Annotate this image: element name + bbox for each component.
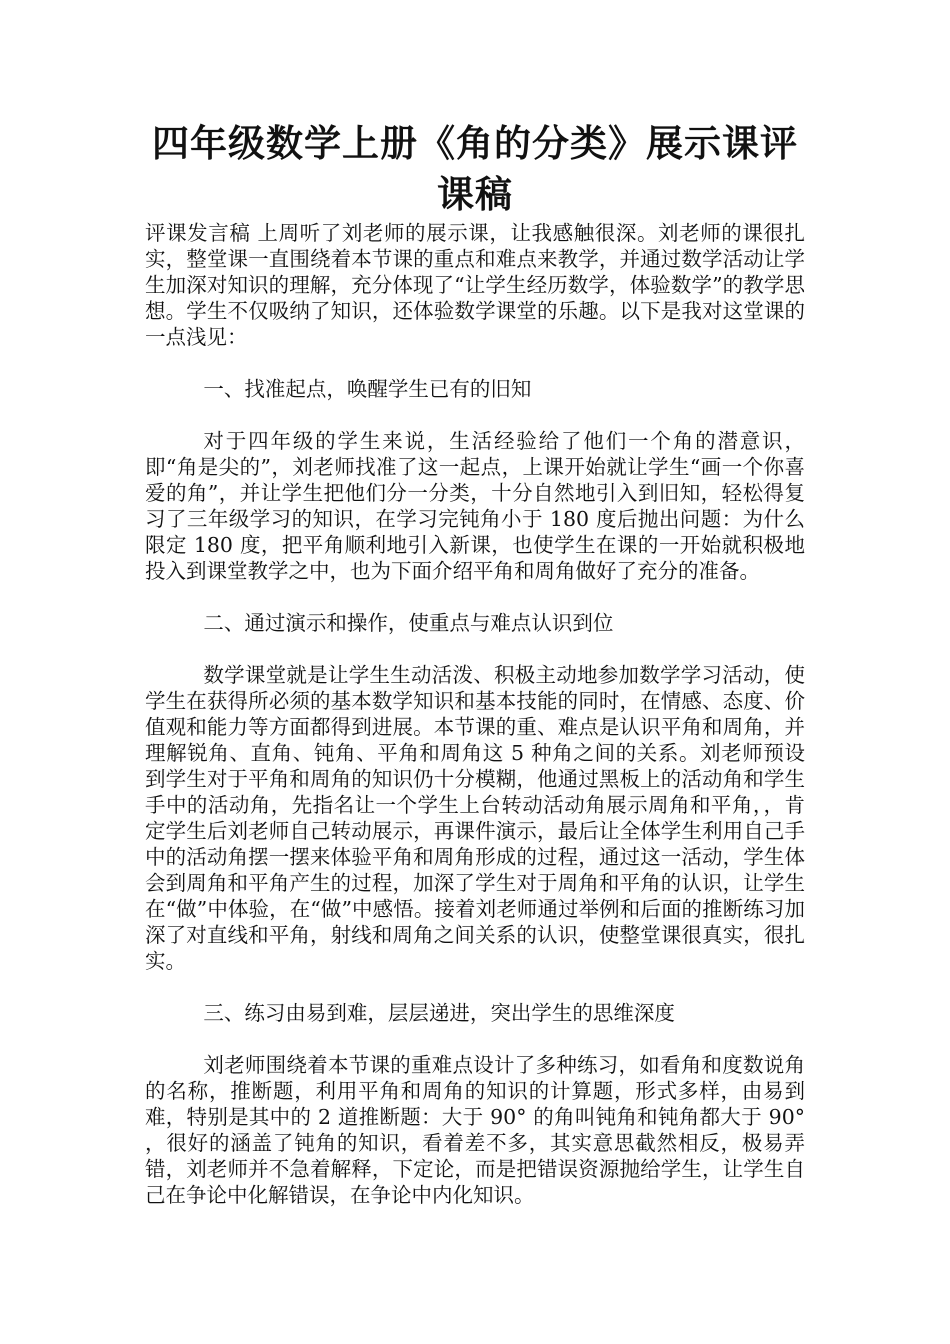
paragraph-spacer: [145, 974, 805, 1000]
intro-paragraph: 评课发言稿 上周听了刘老师的展示课，让我感触很深。刘老师的课很扎实，整堂课一直围绕着本节课的重点和难点来教学，并通过数学活动让学生加深对知识的理解，充分体现了“让学生经历数学，体验数学”的教学思想。学生不仅吸纳了知识，还体验数学课堂的乐趣。以下是我对这堂课的一点浅见：: [145, 221, 805, 349]
paragraph-spacer: [145, 350, 805, 376]
section-heading-1: 一、找准起点，唤醒学生已有的旧知: [203, 377, 532, 401]
document-page: [145, 118, 805, 1208]
document-title: 四年级数学上册《角的分类》展示课评课稿: [152, 122, 798, 216]
section-3-paragraph: 刘老师围绕着本节课的重难点设计了多种练习，如看角和度数说角的名称，推断题，利用平角和周角的知识的计算题，形式多样，由易到难，特别是其中的 2 道推断题：大于 90° 的角叫钝角和钝角都大于 90° ，很好的涵盖了钝角的知识，看着差不多，其实意思截然相反，极易弄错，刘老师并不急着解释，下定论，而是把错误资源抛给学生，让学生自己在争论中化解错误，在争论中内化知识。: [145, 1053, 805, 1207]
paragraph-spacer: [145, 402, 805, 428]
section-heading-3: 三、练习由易到难，层层递进，突出学生的思维深度: [203, 1001, 675, 1025]
section-2-paragraph: 数学课堂就是让学生生动活泼、积极主动地参加数学学习活动，使学生在获得所必须的基本数学知识和基本技能的同时，在情感、态度、价值观和能力等方面都得到进展。本节课的重、难点是认识平角和周角，并理解锐角、直角、钝角、平角和周角这 5 种角之间的关系。刘老师预设到学生对于平角和周角的知识仍十分模糊，他通过黑板上的活动角和学生手中的活动角，先指名让一个学生上台转动活动角展示周角和平角，，肯定学生后刘老师自己转动展示，再课件演示，最后让全体学生利用自己手中的活动角摆一摆来体验平角和周角形成的过程，通过这一活动，学生体会到周角和平角产生的过程，加深了学生对于周角和平角的认识，让学生在“做”中体验，在“做”中感悟。接着刘老师通过举例和后面的推断练习加深了对直线和平角，射线和周角之间关系的认识，使整堂课很真实，很扎实。: [145, 663, 805, 973]
section-1-paragraph: 对于四年级的学生来说，生活经验给了他们一个角的潜意识，即“角是尖的”，刘老师找准了这一起点，上课开始就让学生“画一个你喜爱的角”，并让学生把他们分一分类，十分自然地引入到旧知，轻松得复习了三年级学习的知识，在学习完钝角小于 180 度后抛出问题：为什么限定 180 度，把平角顺利地引入新课，也使学生在课的一开始就积极地投入到课堂教学之中，也为下面介绍平角和周角做好了充分的准备。: [145, 429, 805, 583]
document-body: [145, 220, 805, 1208]
section-heading-2: 二、通过演示和操作，使重点与难点认识到位: [203, 611, 614, 635]
paragraph-spacer: [145, 584, 805, 610]
paragraph-spacer: [145, 636, 805, 662]
paragraph-spacer: [145, 1026, 805, 1052]
